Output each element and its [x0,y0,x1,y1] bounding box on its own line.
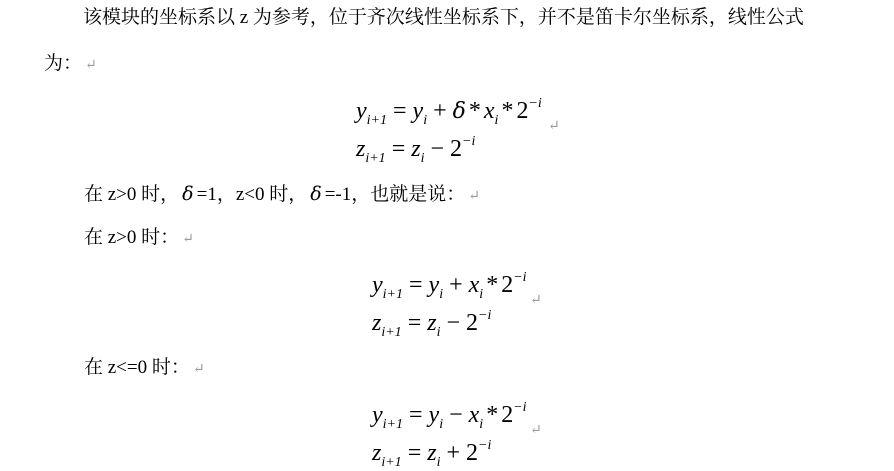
eq-subscript: i+1 [381,325,402,340]
eq-operator: * [486,272,499,298]
eq-subscript: i [439,287,444,302]
eq-superscript: −i [513,400,527,415]
eq-operator: = [393,98,407,124]
eq-superscript: −i [478,438,492,453]
paragraph-mark-icon: ↵ [182,232,194,247]
case-label-text: 在 z>0 时： [84,227,180,248]
equation-y-negative [372,400,527,430]
intro-line-1 [83,6,804,30]
eq-subscript: i+1 [381,455,402,470]
paragraph-mark-icon: ↵ [530,293,542,308]
case-positive-label [84,226,194,252]
eq-subscript: i [439,417,444,432]
eq-term: 2 [501,402,514,428]
eq-term: 2 [466,440,479,466]
eq-operator: + [446,440,461,466]
delta-symbol: δ [310,183,322,205]
eq-subscript: i+1 [366,113,387,128]
eq-operator: = [409,402,423,428]
eq-subscript: i [420,151,425,166]
eq-operator: * [501,98,514,124]
equation-y-general [356,96,542,127]
eq-term: 2 [450,136,463,162]
eq-term: 2 [516,98,529,124]
case-negative-label [84,356,205,382]
eq-superscript: −i [513,270,527,285]
eq-subscript: i+1 [365,151,386,166]
eq-operator: = [407,310,422,336]
eq-operator: = [409,272,423,298]
paragraph-mark-icon: ↵ [468,189,480,204]
eq-operator: + [449,272,463,298]
eq-subscript: i [436,455,441,470]
delta-symbol: δ [182,183,194,205]
eq-operator: = [391,136,406,162]
equation-z-positive [372,308,491,338]
eq-term: x [468,402,480,428]
eq-term: z [356,136,366,162]
eq-operator: − [446,310,461,336]
eq-term: 2 [501,272,514,298]
delta-symbol: δ [452,99,466,124]
eq-term: x [468,272,480,298]
eq-subscript: i [479,417,484,432]
case-label-text: 在 z<=0 时： [84,357,190,378]
eq-term: y [428,402,440,428]
eq-subscript: i+1 [382,287,403,302]
intro-line-2 [44,52,97,78]
eq-subscript: i [423,113,428,128]
eq-subscript: i [479,287,484,302]
eq-term: z [427,440,437,466]
eq-superscript: −i [462,134,476,149]
intro-text-2: 为： [44,53,83,74]
eq-operator: − [430,136,445,162]
eq-superscript: −i [478,308,492,323]
condition-text: 在 z>0 时， [84,184,180,205]
eq-term: y [372,402,383,428]
eq-term: y [428,272,440,298]
paragraph-mark-icon: ↵ [85,58,97,73]
eq-term: y [356,98,367,124]
eq-subscript: i [436,325,441,340]
eq-superscript: −i [528,96,542,111]
condition-text: =-1，也就是说： [324,184,466,205]
eq-operator: + [433,98,447,124]
eq-term: z [411,136,421,162]
eq-term: z [372,440,382,466]
eq-term: z [427,310,437,336]
eq-operator: = [407,440,422,466]
eq-term: z [372,310,382,336]
paragraph-mark-icon: ↵ [530,423,542,438]
paragraph-mark-icon: ↵ [192,362,205,377]
eq-operator: * [468,98,481,124]
eq-term: y [372,272,383,298]
paragraph-mark-icon: ↵ [548,119,560,134]
eq-term: 2 [466,310,479,336]
eq-term: x [483,98,495,124]
eq-subscript: i+1 [382,417,403,432]
eq-term: y [412,98,424,124]
intro-text-1: 该模块的坐标系以 z 为参考，位于齐次线性坐标系下，并不是笛卡尔坐标系，线性公式 [83,7,804,28]
condition-line [84,182,480,209]
eq-operator: − [449,402,463,428]
equation-z-general [356,134,475,164]
equation-y-positive [372,270,527,300]
equation-z-negative [372,438,491,468]
eq-subscript: i [494,113,499,128]
eq-operator: * [486,402,499,428]
condition-text: =1，z<0 时， [196,184,308,205]
